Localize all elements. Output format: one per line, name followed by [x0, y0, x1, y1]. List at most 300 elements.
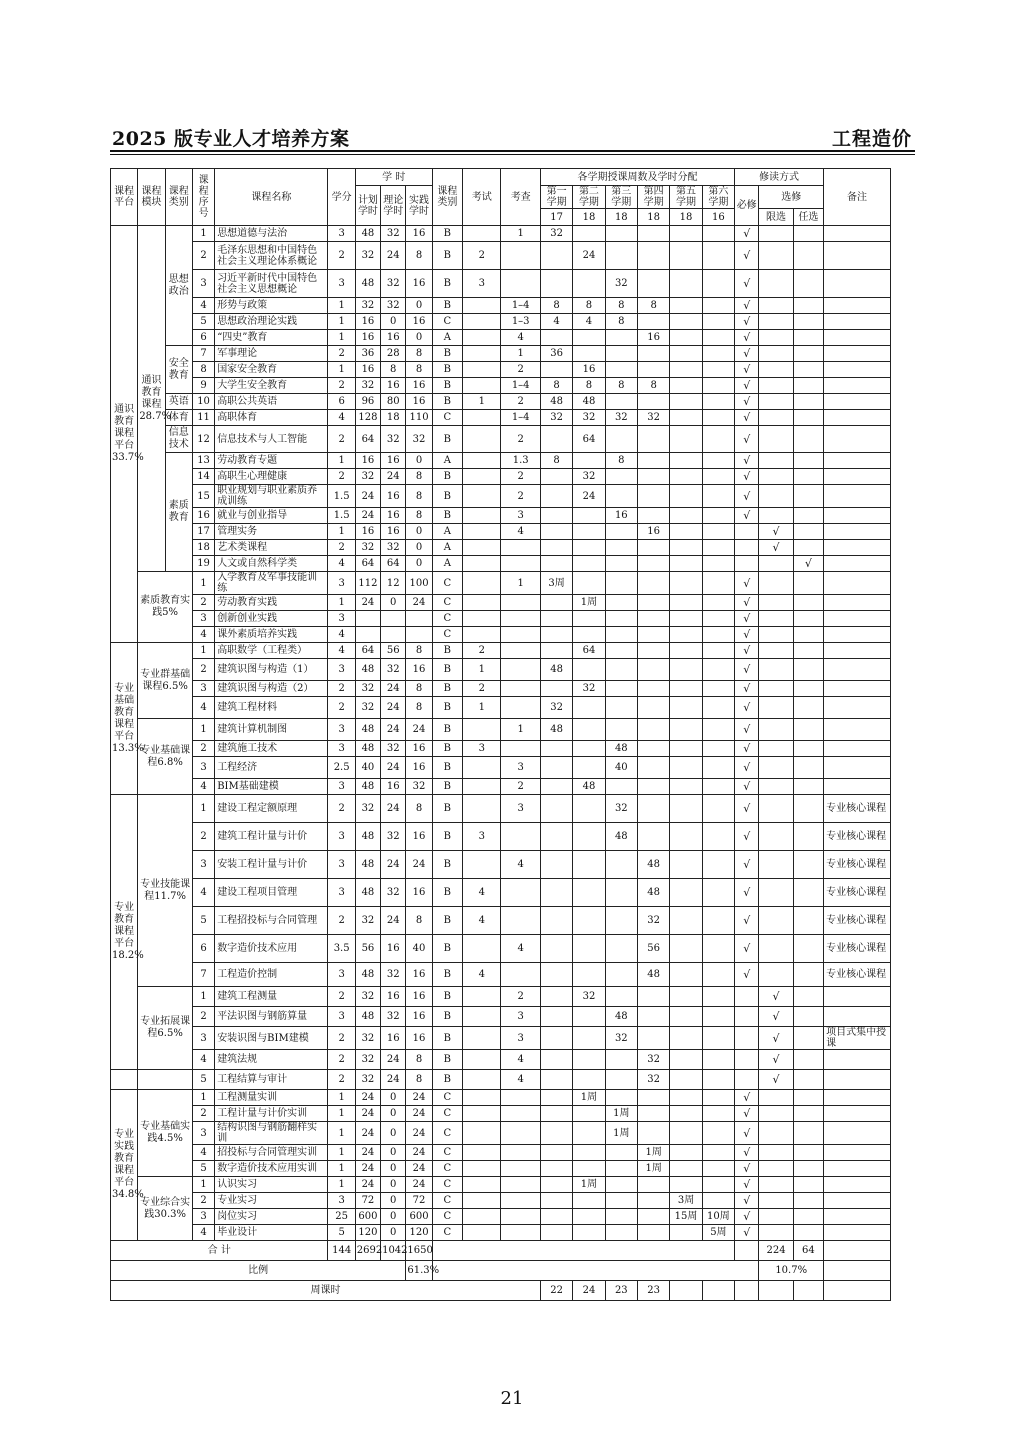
course-practice: 16: [406, 378, 432, 394]
course-req: [735, 1027, 759, 1050]
course-s3: 8: [605, 314, 637, 330]
weeks-semester-3: 18: [605, 209, 637, 226]
course-theory: 32: [381, 426, 406, 453]
course-req: √: [735, 1090, 759, 1106]
course-theory: 0: [381, 1209, 406, 1225]
course-check: 3: [501, 1027, 540, 1050]
course-type: B: [432, 681, 462, 697]
course-req: √: [735, 362, 759, 378]
course-s1: 32: [540, 697, 572, 719]
course-s1: 4: [540, 314, 572, 330]
table-row: [111, 907, 891, 935]
course-s5: [670, 469, 702, 485]
course-s6: [702, 681, 734, 697]
course-name: 安装工程计量与计价: [215, 851, 328, 879]
course-s3: 8: [605, 453, 637, 469]
course-s6: [702, 1050, 734, 1070]
course-exam: [463, 1145, 501, 1161]
course-lim: [759, 681, 793, 697]
course-credit: 2: [328, 426, 355, 453]
course-s4: [637, 572, 669, 595]
course-type: C: [432, 572, 462, 595]
course-check: [501, 879, 540, 907]
course-opt: [793, 907, 823, 935]
course-s3: [605, 1090, 637, 1106]
course-req: √: [735, 270, 759, 298]
course-s1: [540, 823, 572, 851]
course-req: √: [735, 1145, 759, 1161]
course-s6: [702, 611, 734, 627]
table-row: [111, 659, 891, 681]
course-s1: 48: [540, 719, 572, 741]
course-req: √: [735, 963, 759, 987]
course-s3: [605, 362, 637, 378]
course-theory: 56: [381, 643, 406, 659]
course-type: A: [432, 524, 462, 540]
course-s4: [637, 627, 669, 643]
course-req: √: [735, 1122, 759, 1145]
course-s3: [605, 681, 637, 697]
course-s1: [540, 935, 572, 963]
course-s6: [702, 485, 734, 508]
table-row: [111, 1050, 891, 1070]
course-s4: [637, 485, 669, 508]
course-s2: 1周: [573, 1177, 605, 1193]
course-opt: [793, 394, 823, 410]
course-credit: 2: [328, 346, 355, 362]
course-s5: [670, 719, 702, 741]
course-remark: [824, 426, 891, 453]
course-type: A: [432, 453, 462, 469]
course-credit: 1: [328, 362, 355, 378]
course-seq: 4: [192, 1050, 214, 1070]
course-theory: 16: [381, 987, 406, 1007]
course-plan: 32: [355, 697, 380, 719]
course-type: B: [432, 485, 462, 508]
course-req: √: [735, 1225, 759, 1241]
table-row: [111, 741, 891, 757]
course-s4: [637, 1106, 669, 1122]
course-s1: [540, 330, 572, 346]
course-name: 毛泽东思想和中国特色社会主义理论体系概论: [215, 242, 328, 270]
course-s1: [540, 963, 572, 987]
course-opt: [793, 935, 823, 963]
course-credit: 1.5: [328, 508, 355, 524]
course-name: 认识实习: [215, 1177, 328, 1193]
course-seq: 18: [192, 540, 214, 556]
course-seq: 1: [192, 1090, 214, 1106]
course-lim: [759, 1209, 793, 1225]
course-lim: [759, 485, 793, 508]
course-lim: √: [759, 1070, 793, 1090]
course-name: 高职数学（工程类）: [215, 643, 328, 659]
course-s1: [540, 485, 572, 508]
course-s5: [670, 681, 702, 697]
course-name: 建筑计算机制图: [215, 719, 328, 741]
course-check: 4: [501, 330, 540, 346]
course-theory: 16: [381, 330, 406, 346]
course-lim: [759, 611, 793, 627]
course-theory: 32: [381, 298, 406, 314]
course-req: √: [735, 1209, 759, 1225]
course-practice: [406, 611, 432, 627]
course-s1: [540, 1027, 572, 1050]
page-number: 21: [500, 1388, 524, 1409]
course-name: 工程经济: [215, 757, 328, 779]
table-row: [111, 556, 891, 572]
table-row: [111, 1027, 891, 1050]
module-cell: 专业基础实践4.5%: [138, 1090, 193, 1177]
course-type: C: [432, 1177, 462, 1193]
course-req: [735, 540, 759, 556]
course-remark: 专业核心课程: [824, 851, 891, 879]
course-theory: 0: [381, 1177, 406, 1193]
course-s5: [670, 907, 702, 935]
course-s5: [670, 270, 702, 298]
course-remark: [824, 540, 891, 556]
course-plan: 32: [355, 1050, 380, 1070]
course-s2: 32: [573, 469, 605, 485]
course-opt: [793, 314, 823, 330]
course-remark: [824, 1145, 891, 1161]
weeks-semester-1: 17: [540, 209, 572, 226]
course-exam: [463, 1225, 501, 1241]
course-seq: 2: [192, 659, 214, 681]
course-name: 工程结算与审计: [215, 1070, 328, 1090]
course-s5: [670, 697, 702, 719]
course-req: √: [735, 1106, 759, 1122]
course-theory: 24: [381, 719, 406, 741]
course-s1: 3周: [540, 572, 572, 595]
table-row: [111, 314, 891, 330]
course-remark: [824, 1209, 891, 1225]
course-exam: [463, 410, 501, 426]
course-exam: [463, 851, 501, 879]
course-s3: [605, 556, 637, 572]
course-s2: 32: [573, 410, 605, 426]
course-seq: 14: [192, 469, 214, 485]
table-row: [111, 1122, 891, 1145]
table-row: [111, 851, 891, 879]
course-lim: [759, 298, 793, 314]
course-s1: [540, 741, 572, 757]
weekly-s2: 24: [573, 1281, 605, 1301]
course-name: 招投标与合同管理实训: [215, 1145, 328, 1161]
course-seq: 3: [192, 1027, 214, 1050]
course-s1: [540, 1145, 572, 1161]
course-name: 高职体育: [215, 410, 328, 426]
course-s2: 64: [573, 643, 605, 659]
course-s1: 36: [540, 346, 572, 362]
course-credit: 2: [328, 987, 355, 1007]
document-header-title: 2025 版专业人才培养方案: [112, 128, 350, 150]
course-credit: 1: [328, 595, 355, 611]
course-seq: 4: [192, 1225, 214, 1241]
course-s4: [637, 1122, 669, 1145]
course-remark: [824, 659, 891, 681]
course-req: √: [735, 659, 759, 681]
course-s4: [637, 659, 669, 681]
course-remark: [824, 1106, 891, 1122]
course-practice: 24: [406, 851, 432, 879]
course-plan: 16: [355, 330, 380, 346]
course-practice: 8: [406, 795, 432, 823]
course-type: C: [432, 1106, 462, 1122]
course-check: [501, 1225, 540, 1241]
course-check: [501, 963, 540, 987]
course-remark: [824, 681, 891, 697]
course-s5: [670, 963, 702, 987]
course-plan: 128: [355, 410, 380, 426]
course-s5: [670, 879, 702, 907]
course-practice: 16: [406, 314, 432, 330]
course-type: B: [432, 643, 462, 659]
course-practice: 16: [406, 394, 432, 410]
course-type: B: [432, 741, 462, 757]
table-row: [111, 987, 891, 1007]
course-s2: [573, 1106, 605, 1122]
course-opt: [793, 987, 823, 1007]
table-row: [111, 270, 891, 298]
course-s4: 32: [637, 1050, 669, 1070]
course-s1: [540, 643, 572, 659]
course-remark: [824, 697, 891, 719]
course-lim: [759, 757, 793, 779]
course-credit: 1: [328, 1145, 355, 1161]
course-remark: 专业核心课程: [824, 935, 891, 963]
course-seq: 4: [192, 879, 214, 907]
course-req: √: [735, 508, 759, 524]
course-s3: [605, 879, 637, 907]
course-type: B: [432, 823, 462, 851]
course-s6: [702, 1193, 734, 1209]
course-theory: 18: [381, 410, 406, 426]
course-s3: 32: [605, 410, 637, 426]
course-s1: [540, 1070, 572, 1090]
course-exam: [463, 469, 501, 485]
course-theory: 32: [381, 963, 406, 987]
course-check: [501, 1209, 540, 1225]
course-theory: 16: [381, 485, 406, 508]
table-row: [111, 1145, 891, 1161]
course-check: 3: [501, 508, 540, 524]
course-exam: [463, 611, 501, 627]
course-seq: 2: [192, 595, 214, 611]
course-opt: [793, 719, 823, 741]
course-lim: [759, 469, 793, 485]
course-s5: [670, 1050, 702, 1070]
module-cell: 专业拓展课程6.5%: [138, 987, 193, 1070]
course-req: √: [735, 330, 759, 346]
course-opt: [793, 330, 823, 346]
weekly-hours-row: [111, 1281, 891, 1301]
course-check: [501, 1122, 540, 1145]
course-remark: [824, 524, 891, 540]
ratio-row: [111, 1261, 891, 1281]
course-s2: [573, 270, 605, 298]
course-remark: [824, 572, 891, 595]
course-lim: √: [759, 1050, 793, 1070]
course-practice: 16: [406, 741, 432, 757]
course-req: √: [735, 907, 759, 935]
course-lim: [759, 963, 793, 987]
course-check: [501, 611, 540, 627]
course-credit: 3.5: [328, 935, 355, 963]
course-theory: 24: [381, 1050, 406, 1070]
course-s2: [573, 1161, 605, 1177]
course-lim: [759, 330, 793, 346]
course-s4: [637, 426, 669, 453]
course-lim: [759, 1090, 793, 1106]
table-row: [111, 226, 891, 242]
course-credit: 3: [328, 779, 355, 795]
table-row: [111, 1090, 891, 1106]
course-req: √: [735, 314, 759, 330]
course-s6: [702, 330, 734, 346]
weekly-label: 周课时: [111, 1281, 541, 1301]
course-theory: 32: [381, 741, 406, 757]
course-check: 1: [501, 346, 540, 362]
course-practice: 110: [406, 410, 432, 426]
course-s1: [540, 1122, 572, 1145]
course-s2: [573, 611, 605, 627]
course-remark: [824, 611, 891, 627]
course-theory: 16: [381, 508, 406, 524]
course-practice: 0: [406, 330, 432, 346]
course-opt: [793, 757, 823, 779]
course-plan: 32: [355, 242, 380, 270]
course-remark: 专业核心课程: [824, 963, 891, 987]
course-name: “四史”教育: [215, 330, 328, 346]
course-type: B: [432, 362, 462, 378]
course-exam: [463, 226, 501, 242]
course-s4: 16: [637, 330, 669, 346]
course-lim: [759, 851, 793, 879]
course-req: [735, 1050, 759, 1070]
course-s5: [670, 1090, 702, 1106]
course-seq: 5: [192, 1161, 214, 1177]
course-s1: [540, 1225, 572, 1241]
course-check: 2: [501, 394, 540, 410]
course-opt: [793, 779, 823, 795]
course-req: [735, 556, 759, 572]
course-remark: 专业核心课程: [824, 823, 891, 851]
course-s4: [637, 795, 669, 823]
course-plan: 48: [355, 963, 380, 987]
course-s3: 40: [605, 757, 637, 779]
course-check: 3: [501, 757, 540, 779]
col-remark: 备注: [824, 169, 891, 226]
course-seq: 19: [192, 556, 214, 572]
course-practice: 24: [406, 719, 432, 741]
table-row: [111, 362, 891, 378]
course-check: [501, 681, 540, 697]
course-name: 建筑工程材料: [215, 697, 328, 719]
course-seq: 1: [192, 1177, 214, 1193]
course-s6: [702, 242, 734, 270]
course-check: [501, 907, 540, 935]
platform-cell: 专业实践教育课程平台34.8%: [111, 1090, 138, 1241]
category-cell: 体育: [165, 410, 192, 426]
course-theory: 0: [381, 1122, 406, 1145]
course-s4: [637, 362, 669, 378]
col-practice-hours: 实践学时: [406, 186, 432, 226]
course-exam: [463, 595, 501, 611]
course-name: 安装识图与BIM建模: [215, 1027, 328, 1050]
course-s6: [702, 795, 734, 823]
course-remark: [824, 394, 891, 410]
course-credit: 2: [328, 681, 355, 697]
course-s2: [573, 935, 605, 963]
course-req: √: [735, 627, 759, 643]
course-s3: [605, 394, 637, 410]
course-s1: [540, 907, 572, 935]
col-semester-6: 第六学期: [702, 186, 734, 209]
course-remark: [824, 362, 891, 378]
course-req: √: [735, 681, 759, 697]
course-s1: 32: [540, 226, 572, 242]
course-s4: [637, 741, 669, 757]
course-seq: 1: [192, 719, 214, 741]
course-theory: 24: [381, 469, 406, 485]
course-s2: 48: [573, 779, 605, 795]
course-s6: [702, 314, 734, 330]
course-remark: [824, 453, 891, 469]
course-name: 人文或自然科学类: [215, 556, 328, 572]
category-cell: 信息技术: [165, 426, 192, 453]
course-opt: [793, 1161, 823, 1177]
course-opt: [793, 1007, 823, 1027]
course-s2: 24: [573, 242, 605, 270]
course-name: 结构识图与钢筋翻样实训: [215, 1122, 328, 1145]
course-type: C: [432, 314, 462, 330]
course-check: 2: [501, 779, 540, 795]
course-s6: [702, 757, 734, 779]
course-exam: [463, 1106, 501, 1122]
course-lim: [759, 1145, 793, 1161]
course-exam: [463, 453, 501, 469]
course-practice: 8: [406, 362, 432, 378]
course-s5: [670, 779, 702, 795]
course-s2: [573, 556, 605, 572]
course-name: 毕业设计: [215, 1225, 328, 1241]
course-type: B: [432, 851, 462, 879]
ratio-label: 比例: [111, 1261, 406, 1281]
course-credit: 2: [328, 469, 355, 485]
course-practice: 8: [406, 643, 432, 659]
course-seq: 5: [192, 314, 214, 330]
course-credit: 4: [328, 410, 355, 426]
course-credit: 2: [328, 697, 355, 719]
course-remark: [824, 1225, 891, 1241]
course-s2: 64: [573, 426, 605, 453]
course-opt: [793, 540, 823, 556]
course-name: 思想政治理论实践: [215, 314, 328, 330]
weekly-s4: 23: [637, 1281, 669, 1301]
course-opt: [793, 410, 823, 426]
course-s2: [573, 851, 605, 879]
course-plan: 32: [355, 1070, 380, 1090]
course-name: BIM基础建模: [215, 779, 328, 795]
course-credit: 2.5: [328, 757, 355, 779]
table-footer: [111, 1241, 891, 1301]
course-exam: [463, 508, 501, 524]
course-name: 建筑施工技术: [215, 741, 328, 757]
document-header-major: 工程造价: [831, 128, 912, 150]
course-type: A: [432, 540, 462, 556]
course-type: A: [432, 556, 462, 572]
course-credit: 2: [328, 907, 355, 935]
